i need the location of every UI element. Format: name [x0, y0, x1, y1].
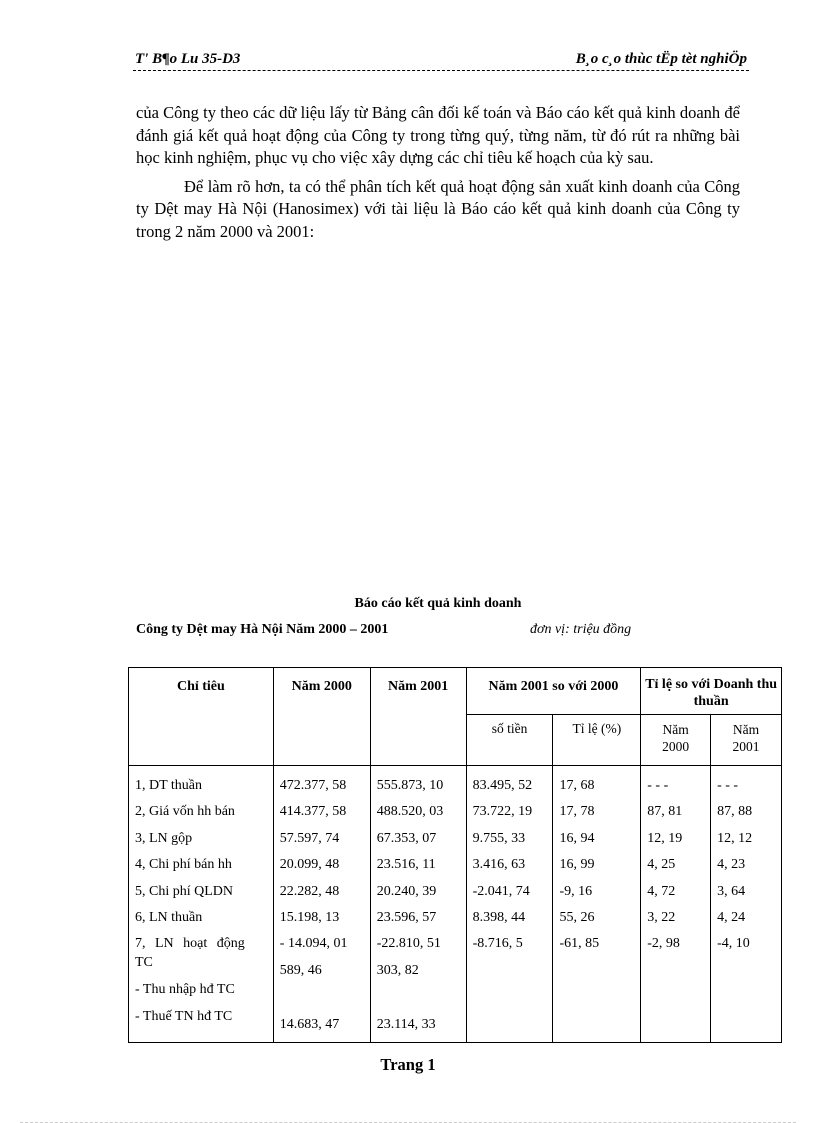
- cell-value: 23.114, 33: [376, 1017, 436, 1033]
- cell-value: 414.377, 58: [279, 804, 347, 820]
- paragraph-1: của Công ty theo các dữ liệu lấy từ Bảng cân đối kế toán và Báo cáo kết quả kinh doanh để đánh giá kết quả hoạt động của Công ty trong từng quý, từng năm, từ đó rút ra những bài học kinh nghiệm, phục vụ cho việc xây dựng các chỉ tiêu kế hoạch của kỳ sau.: [136, 103, 740, 167]
- cell-value: 15.198, 13: [279, 909, 340, 925]
- cell-value: 57.597, 74: [279, 830, 340, 846]
- cell-value: 87, 88: [717, 804, 753, 820]
- paragraph-2: Để làm rõ hơn, ta có thể phân tích kết quả hoạt động sản xuất kinh doanh của Công ty Dệt may Hà Nội (Hanosimex) với tài liệu là Báo cáo kết quả kinh doanh của Công ty trong 2 năm 2000 và 2001:: [136, 176, 740, 241]
- data-row: [129, 766, 782, 1043]
- header-ti-le: Tỉ lệ (%): [553, 715, 641, 766]
- cell-value: 4, 23: [717, 857, 746, 873]
- column-chi-tieu: [129, 766, 274, 1043]
- row-label-thu-nhap: - Thu nhập hđ TC: [135, 982, 235, 998]
- cell-value: -4, 10: [717, 936, 750, 952]
- column-nam-2001: [370, 766, 466, 1043]
- cell-value: 12, 19: [647, 830, 683, 846]
- header-chi-tieu: Chỉ tiêu: [129, 668, 274, 766]
- header-nam-2000: Năm 2000: [273, 668, 370, 766]
- header-nam-2001: Năm 2001: [370, 668, 466, 766]
- cell-value: 4, 72: [647, 883, 676, 899]
- cell-value: - - -: [717, 778, 739, 793]
- cell-value: 472.377, 58: [279, 778, 347, 793]
- cell-value: -2, 98: [647, 936, 680, 952]
- header-so-tien: số tiền: [466, 715, 553, 766]
- header-ratio-2001: Năm 2001: [711, 715, 782, 766]
- cell-value: 20.240, 39: [376, 883, 437, 899]
- cell-value: -61, 85: [559, 936, 600, 952]
- cell-value: 20.099, 48: [279, 857, 340, 873]
- page-number: Trang 1: [380, 1055, 436, 1074]
- cell-value: 4, 24: [717, 909, 746, 925]
- header-ratio-2000: Năm 2000: [641, 715, 711, 766]
- cell-value: 22.282, 48: [279, 883, 340, 899]
- header-left-text: T' B¶o Lu 35-D3: [135, 51, 241, 67]
- cell-value: 23.516, 11: [376, 857, 436, 873]
- row-label: 4, Chi phí bán hh: [135, 857, 232, 873]
- row-label: 7, LN hoạt động TC: [135, 936, 245, 971]
- column-so-tien: [466, 766, 553, 1043]
- cell-value: 67.353, 07: [376, 830, 437, 846]
- cell-value: 23.596, 57: [376, 909, 437, 925]
- column-ratio-2000: [641, 766, 711, 1043]
- cell-value: 488.520, 03: [376, 804, 444, 820]
- cell-value: - 14.094, 01: [279, 936, 348, 952]
- row-label: 6, LN thuần: [135, 909, 203, 925]
- row-label: 5, Chi phí QLDN: [135, 883, 233, 899]
- cell-value: 14.683, 47: [279, 1017, 340, 1033]
- cell-value: 303, 82: [376, 962, 419, 978]
- report-subtitle: Công ty Dệt may Hà Nội Năm 2000 – 2001: [136, 622, 389, 637]
- header-compare: Năm 2001 so với 2000: [466, 668, 641, 715]
- cell-value: 17, 68: [559, 778, 595, 793]
- column-nam-2000: [273, 766, 370, 1043]
- cell-value: 3.416, 63: [472, 857, 526, 873]
- cell-value: 3, 64: [717, 883, 746, 899]
- report-table: [128, 667, 782, 1043]
- cell-value: 87, 81: [647, 804, 683, 820]
- cell-value: 73.722, 19: [472, 804, 533, 820]
- cell-value: - - -: [647, 778, 669, 793]
- cell-value: -9, 16: [559, 883, 593, 899]
- cell-value: -2.041, 74: [472, 883, 530, 899]
- cell-value: 16, 94: [559, 830, 595, 846]
- cell-value: 16, 99: [559, 857, 595, 873]
- row-label: 1, DT thuần: [135, 778, 203, 793]
- cell-value: 8.398, 44: [472, 909, 526, 925]
- cell-value: 555.873, 10: [376, 778, 444, 793]
- cell-value: 12, 12: [717, 830, 753, 846]
- row-label: 3, LN gộp: [135, 830, 193, 846]
- cell-value: 55, 26: [559, 909, 595, 925]
- header-right-text: B¸o c¸o thùc tËp tèt nghiÖp: [575, 51, 747, 67]
- report-unit: đơn vị: triệu đồng: [530, 622, 632, 637]
- column-ratio-2001: [711, 766, 782, 1043]
- body-text: [136, 102, 740, 249]
- cell-value: 3, 22: [647, 909, 676, 925]
- cell-value: -22.810, 51: [376, 936, 441, 952]
- row-label: 2, Giá vốn hh bán: [135, 804, 235, 820]
- cell-value: 4, 25: [647, 857, 676, 873]
- header-ratio: Tỉ lệ so với Doanh thu thuần: [641, 668, 782, 715]
- cell-value: 83.495, 52: [472, 778, 533, 793]
- cell-value: -8.716, 5: [472, 936, 523, 952]
- header-row-1: [129, 668, 782, 715]
- report-title: Báo cáo kết quả kinh doanh: [354, 596, 522, 611]
- cell-value: 9.755, 33: [472, 830, 526, 846]
- page-header: [133, 50, 749, 71]
- cell-value: 17, 78: [559, 804, 595, 820]
- column-ti-le: [553, 766, 641, 1043]
- row-label-thue: - Thuế TN hđ TC: [135, 1008, 233, 1024]
- cell-value: 589, 46: [279, 962, 322, 978]
